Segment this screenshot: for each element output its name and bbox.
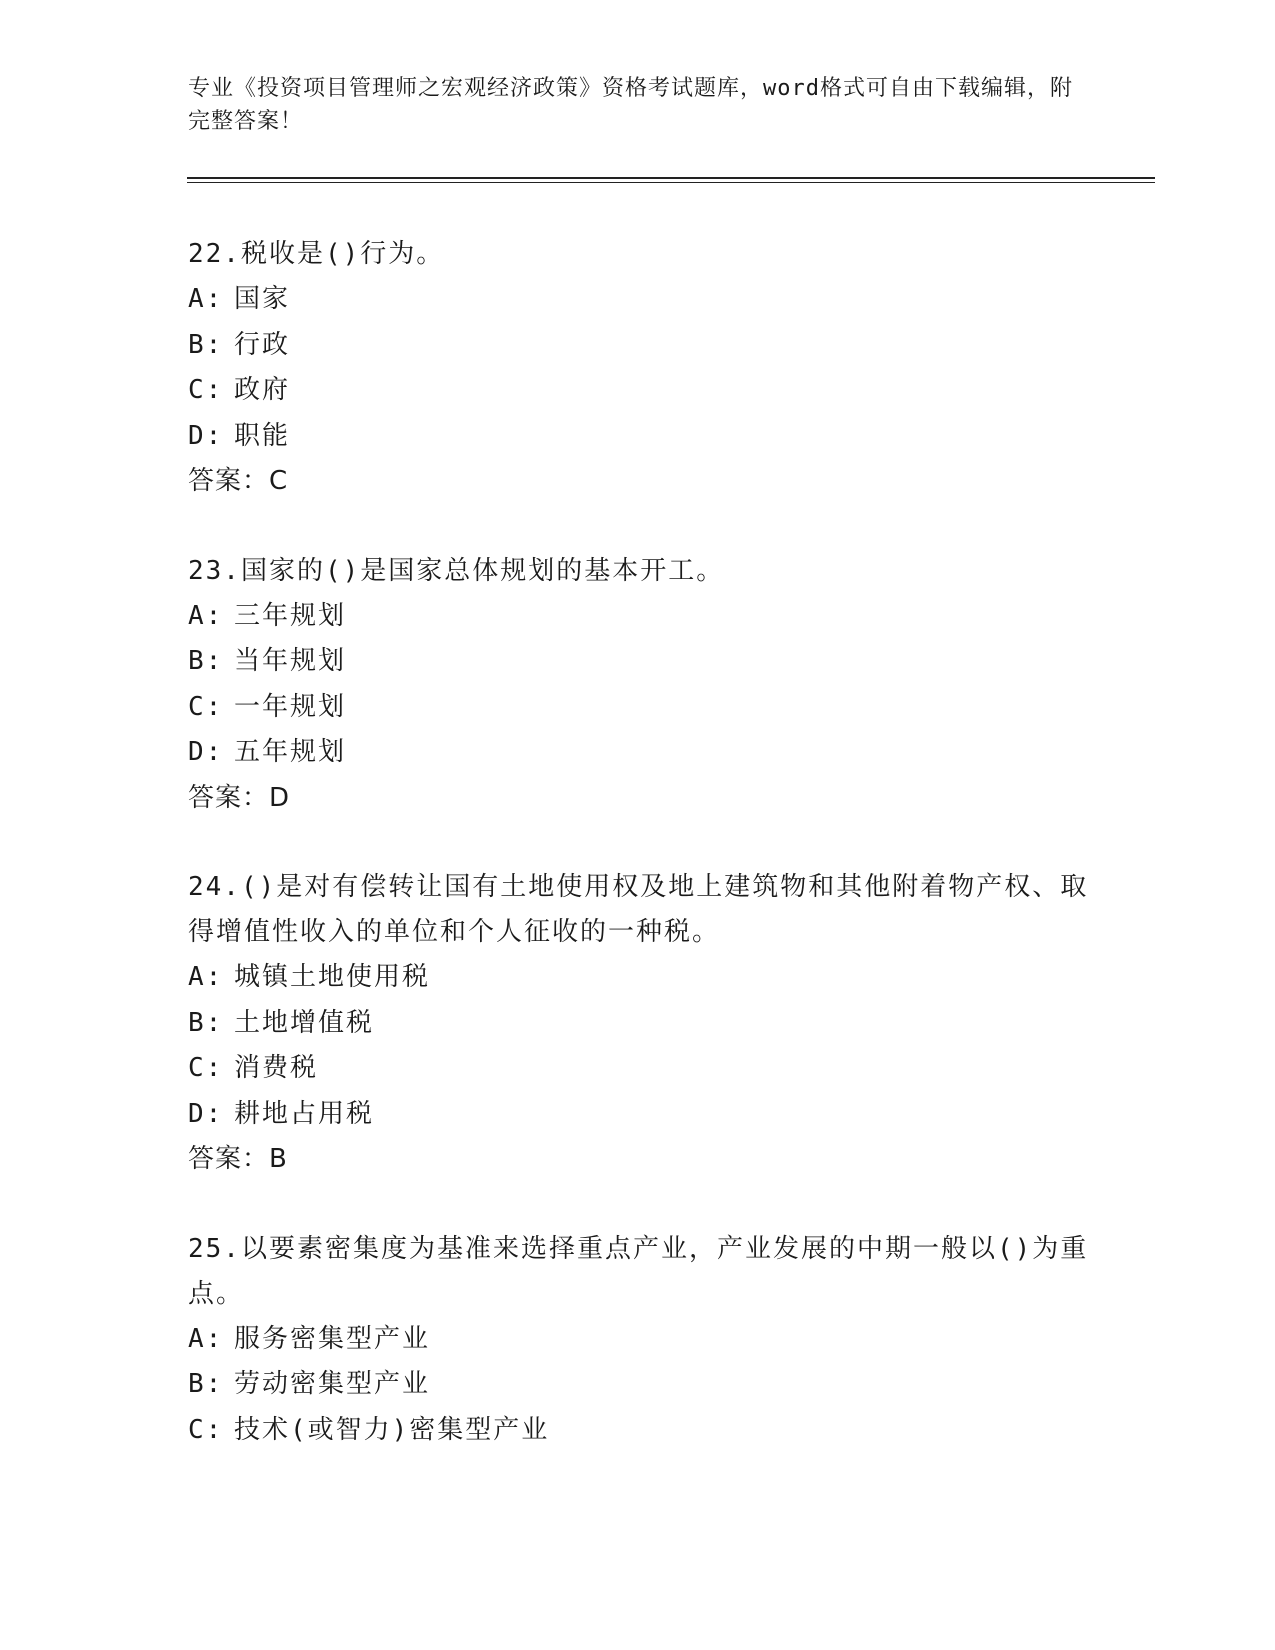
option-text: 服务密集型产业 [234,1323,431,1354]
option-b [188,1362,1108,1408]
option-key: B: [188,329,224,360]
option-key: B: [188,646,224,676]
option-key: C: [188,691,224,722]
option-text: 三年规划 [234,600,347,631]
answer-line: 答案：C [188,466,289,496]
option-text: 国家 [234,284,291,314]
header-divider-thick [187,177,1155,179]
option-text: 消费税 [234,1053,319,1083]
option-d [188,1092,1108,1138]
option-c [188,368,1108,414]
option-b [188,323,1108,369]
option-key: C: [188,1053,224,1083]
option-key: B: [188,1369,224,1399]
option-c [188,1046,1108,1092]
question-stem: 23.国家的()是国家总体规划的基本开工。 [188,555,725,586]
option-key: D: [188,737,224,767]
option-a [188,277,1108,323]
option-text: 劳动密集型产业 [234,1369,431,1399]
option-text: 耕地占用税 [234,1098,375,1129]
option-key: A: [188,284,224,314]
question-list [188,232,1108,1497]
option-key: C: [188,375,224,405]
option-a [188,955,1108,1001]
option-c [188,1408,1108,1454]
option-text: 职能 [234,420,291,451]
option-c [188,685,1108,731]
option-b [188,1001,1108,1047]
question-22 [188,232,1108,505]
option-key: A: [188,962,224,992]
question-23 [188,549,1108,822]
option-key: A: [188,600,224,631]
option-a [188,1317,1108,1363]
option-d [188,414,1108,460]
header-divider-thin [187,182,1155,183]
option-text: 行政 [234,329,291,360]
question-stem: 24.()是对有偿转让国有土地使用权及地上建筑物和其他附着物产权、取得增值性收入的单位和个人征收的一种税。 [188,872,1089,947]
option-a [188,594,1108,640]
question-stem: 22.税收是()行为。 [188,239,445,269]
document-header: 专业《投资项目管理师之宏观经济政策》资格考试题库，word格式可自由下载编辑，附完整答案！ [188,76,1073,134]
option-text: 五年规划 [234,737,347,767]
option-text: 一年规划 [234,691,347,722]
question-24 [188,865,1108,1183]
option-text: 政府 [234,375,291,405]
answer-line: 答案：B [188,1144,288,1174]
option-text: 城镇土地使用税 [234,962,431,992]
option-text: 当年规划 [234,646,347,676]
question-stem: 25.以要素密集度为基准来选择重点产业，产业发展的中期一般以()为重点。 [188,1233,1089,1309]
option-key: A: [188,1323,224,1354]
option-text: 土地增值税 [234,1007,375,1038]
option-d [188,730,1108,776]
answer-line: 答案：D [188,782,291,813]
option-key: D: [188,420,224,451]
option-key: C: [188,1414,224,1445]
option-b [188,639,1108,685]
option-key: B: [188,1007,224,1038]
option-key: D: [188,1098,224,1129]
option-text: 技术(或智力)密集型产业 [234,1414,550,1445]
question-25 [188,1227,1108,1454]
